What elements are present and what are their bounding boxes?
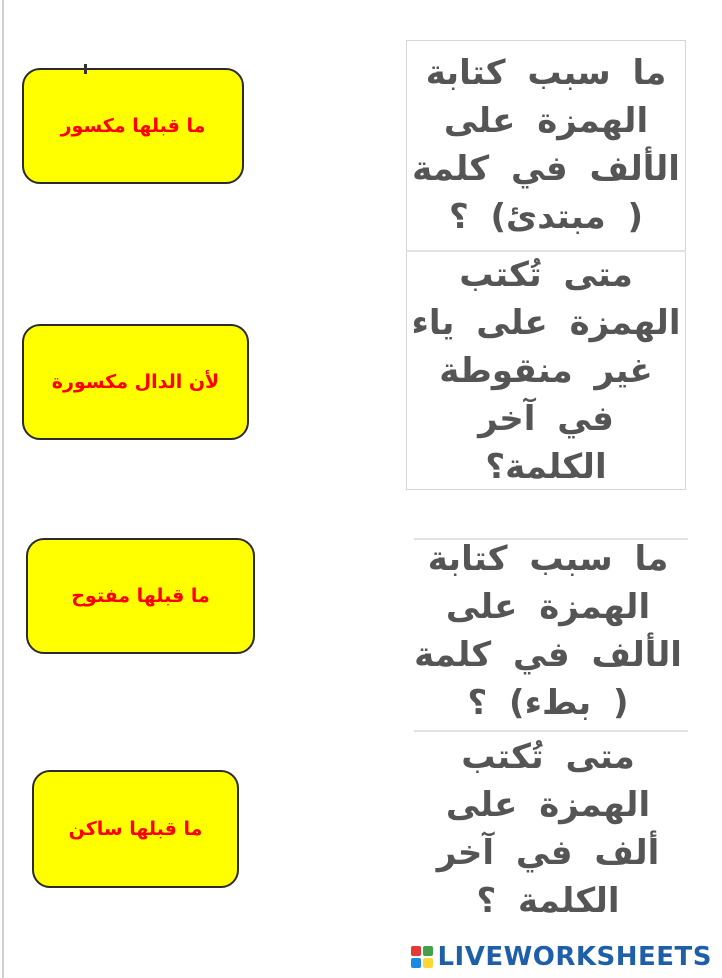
logo-square-yellow (423, 958, 433, 968)
question-divider-bottom (414, 730, 688, 732)
question-cell-4 (410, 734, 686, 924)
answer-label-2: لأن الدال مكسورة (51, 371, 220, 393)
answer-box-2[interactable] (22, 324, 249, 440)
answer-box-4[interactable] (32, 770, 239, 888)
answer-label-4: ما قبلها ساكن (68, 818, 203, 840)
answer-box-1[interactable] (22, 68, 244, 184)
answer-label-1: ما قبلها مكسور (60, 115, 206, 137)
page-edge (2, 0, 4, 978)
question-text-4: متى تُكتب الهمزة على ألف في آخر الكلمة ؟ (436, 737, 660, 921)
logo-grid-icon (411, 946, 433, 968)
liveworksheets-logo[interactable] (411, 942, 712, 972)
logo-square-green (423, 946, 433, 956)
question-text-2: متى تُكتب الهمزة على ياء غير منقوطة في آخر الكلمة؟ (411, 255, 681, 487)
question-cell-1 (410, 42, 682, 248)
question-text-3: ما سبب كتابة الهمزة على الألف في كلمة ( بطء) ؟ (414, 539, 682, 723)
question-cell-2 (410, 254, 682, 488)
question-cell-3 (410, 540, 686, 722)
logo-square-red (411, 946, 421, 956)
answer-label-3: ما قبلها مفتوح (71, 585, 210, 607)
question-text-1: ما سبب كتابة الهمزة على الألف في كلمة ( مبتدئ) ؟ (412, 53, 680, 237)
answer-box-3[interactable] (26, 538, 255, 654)
logo-square-blue (411, 958, 421, 968)
logo-text: LIVEWORKSHEETS (437, 942, 712, 972)
cursor-mark (84, 64, 87, 74)
